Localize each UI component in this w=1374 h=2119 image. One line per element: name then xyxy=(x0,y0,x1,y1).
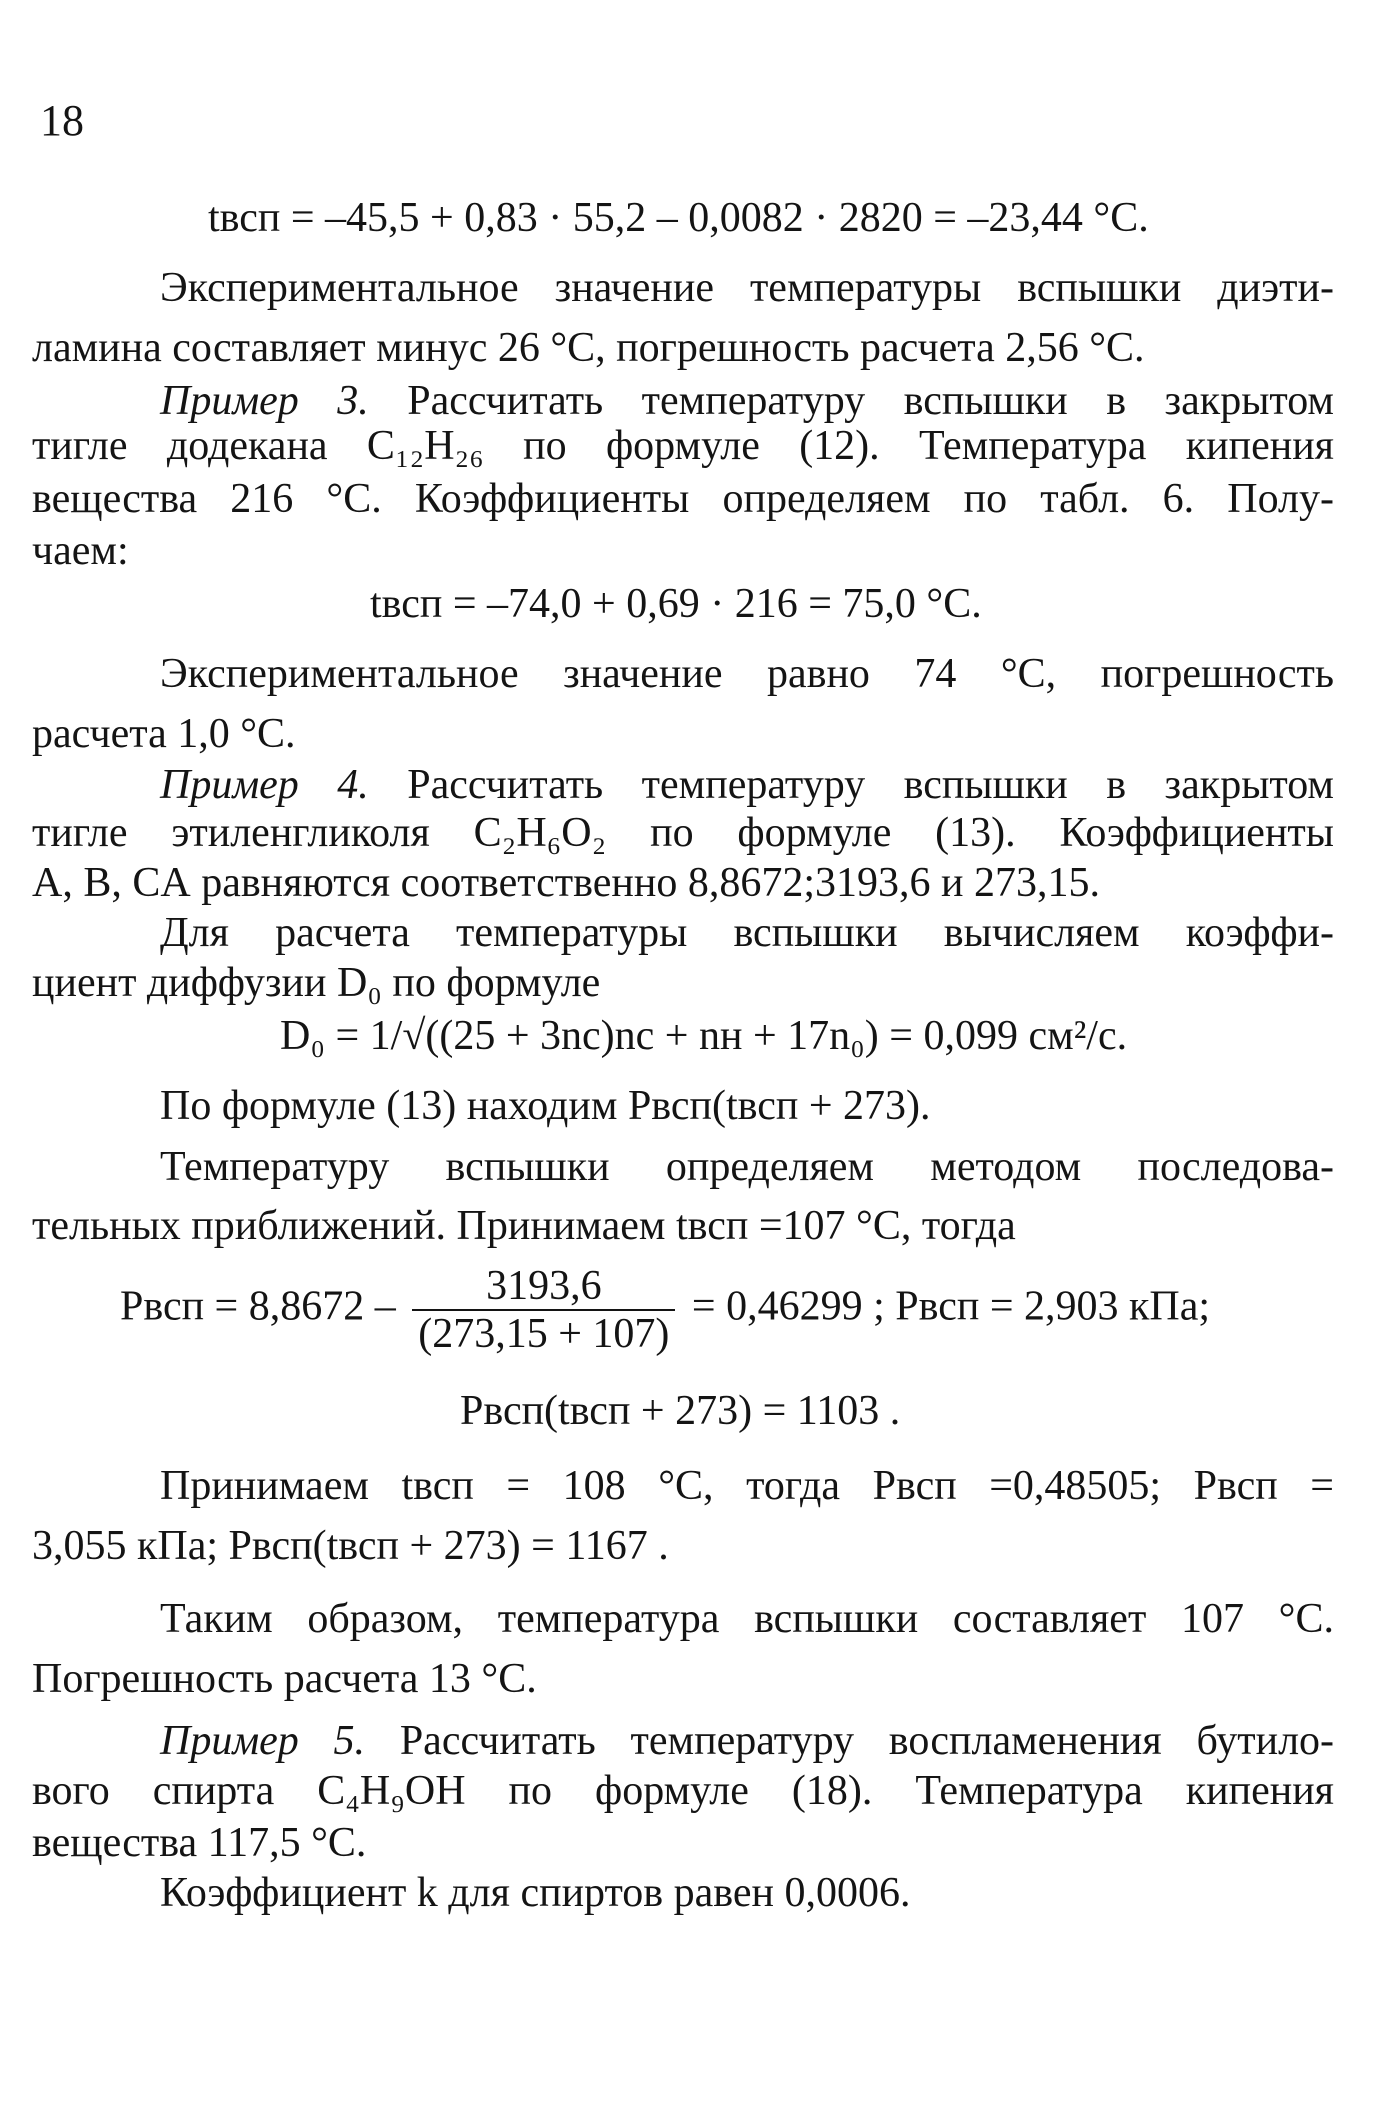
example-3-label: Пример 3. xyxy=(160,378,369,424)
text-line: Для расчета температуры вспышки вычисляем коэффи- xyxy=(160,910,1334,956)
text-line xyxy=(160,1720,1334,1762)
text-line: вого спирта C₄H₉OH по формуле (18). Температура кипения xyxy=(32,1768,1334,1814)
text-line: Погрешность расчета 13 °С. xyxy=(32,1656,537,1702)
text-line: Экспериментальное значение температуры вспышки диэти- xyxy=(160,265,1334,311)
text-line: Коэффициент k для спиртов равен 0,0006. xyxy=(160,1870,911,1916)
equation-5: Pвсп(tвсп + 273) = 1103 . xyxy=(460,1388,901,1434)
text-line: ламина составляет минус 26 °С, погрешность расчета 2,56 °С. xyxy=(32,325,1145,371)
text-line xyxy=(160,380,1334,422)
equation-4-right: = 0,46299 ; Pвсп = 2,903 кПа; xyxy=(691,1283,1211,1330)
example-4-label: Пример 4. xyxy=(160,762,369,808)
text-line: 3,055 кПа; Pвсп(tвсп + 273) = 1167 . xyxy=(32,1523,669,1569)
equation-4-left: Pвсп = 8,8672 – xyxy=(120,1283,396,1330)
text-line: вещества 117,5 °С. xyxy=(32,1820,367,1866)
equation-4-fraction xyxy=(412,1265,675,1355)
text-line: Принимаем tвсп = 108 °С, тогда Pвсп =0,48505; Pвсп = xyxy=(160,1463,1334,1509)
text-line: А, В, CА равняются соответственно 8,8672;3193,6 и 273,15. xyxy=(32,860,1100,906)
fraction-denominator: (273,15 + 107) xyxy=(418,1311,670,1357)
text-line: чаем: xyxy=(32,528,129,574)
text-line: По формуле (13) находим Pвсп(tвсп + 273). xyxy=(160,1083,931,1129)
equation-1: tвсп = –45,5 + 0,83 · 55,2 – 0,0082 · 2820 = –23,44 °C. xyxy=(208,195,1149,241)
text-line: тигле додекана C₁₂H₂₆ по формуле (12). Температура кипения xyxy=(32,423,1334,469)
equation-4 xyxy=(120,1265,1210,1355)
example-5-label: Пример 5. xyxy=(160,1718,366,1764)
text-line: Таким образом, температура вспышки составляет 107 °С. xyxy=(160,1596,1334,1642)
text-line: циент диффузии D₀ по формуле xyxy=(32,960,601,1006)
text-line: вещества 216 °С. Коэффициенты определяем по табл. 6. Полу- xyxy=(32,476,1334,522)
page-number: 18 xyxy=(40,96,84,145)
equation-3: D₀ = 1/√((25 + 3nc)nc + nн + 17n₀) = 0,099 см²/с. xyxy=(280,1013,1128,1059)
text-span: Рассчитать температуру вспышки в закрытом xyxy=(407,762,1334,808)
text-span: Рассчитать температуру вспышки в закрытом xyxy=(407,378,1334,424)
text-span: Рассчитать температуру воспламенения бутило- xyxy=(399,1718,1335,1764)
fraction-numerator: 3193,6 xyxy=(412,1265,675,1311)
text-line xyxy=(160,764,1334,806)
text-line: Экспериментальное значение равно 74 °С, погрешность xyxy=(160,651,1334,697)
text-line: тельных приближений. Принимаем tвсп =107 °С, тогда xyxy=(32,1203,1016,1249)
equation-2: tвсп = –74,0 + 0,69 · 216 = 75,0 °C. xyxy=(370,581,982,627)
text-line: тигле этиленгликоля C₂H₆O₂ по формуле (13). Коэффициенты xyxy=(32,810,1334,856)
text-line: расчета 1,0 °С. xyxy=(32,711,296,757)
text-line: Температуру вспышки определяем методом последова- xyxy=(160,1144,1334,1190)
